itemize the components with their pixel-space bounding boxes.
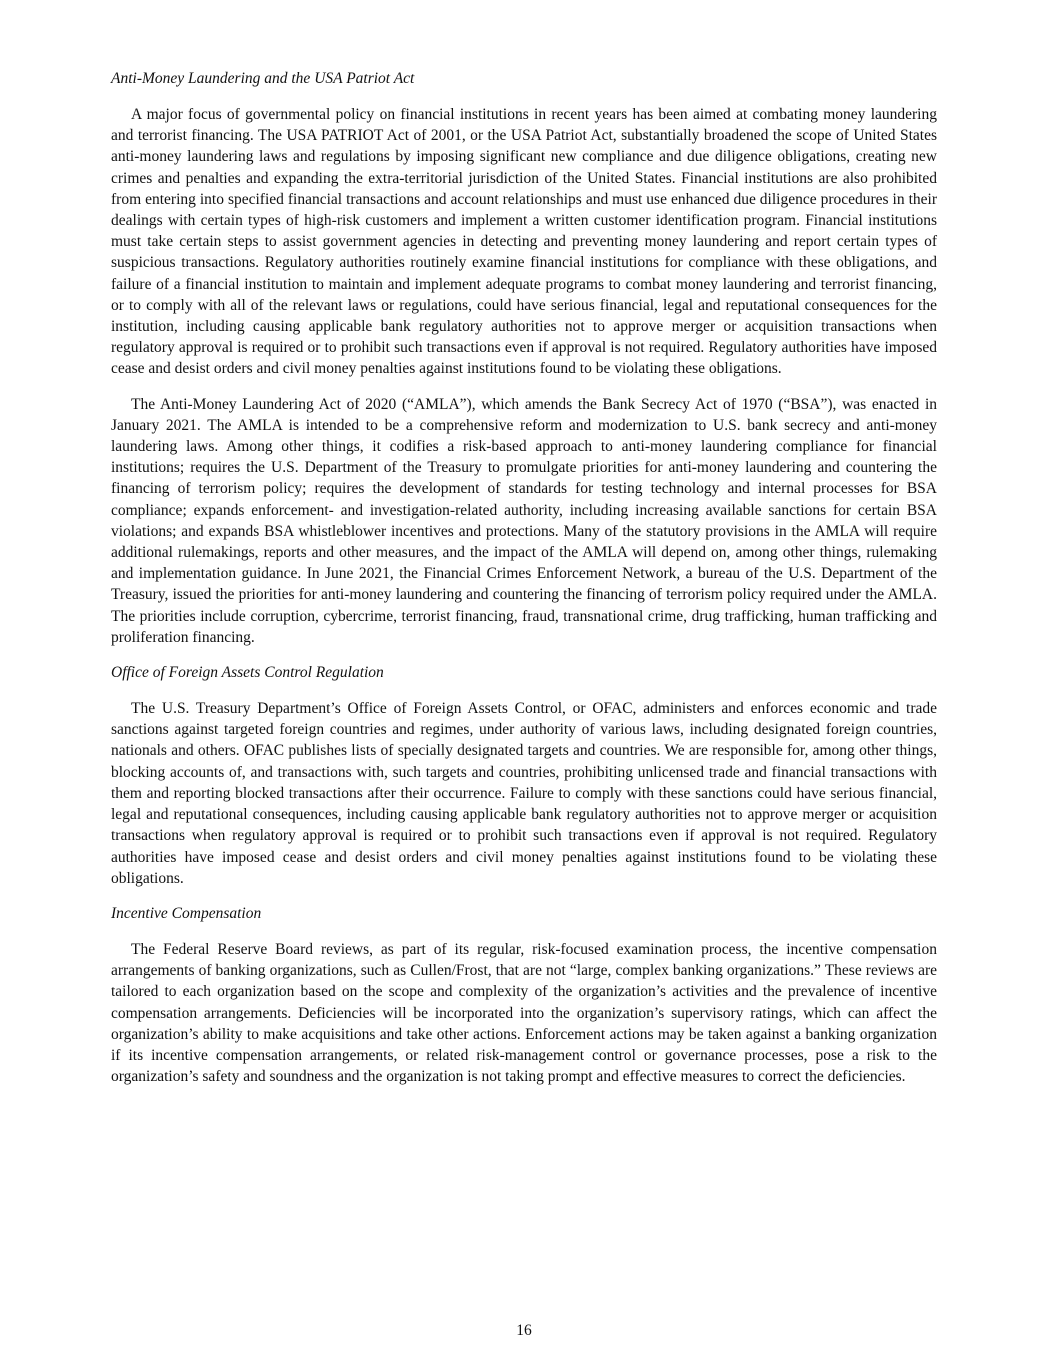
section-heading-incentive-compensation: Incentive Compensation bbox=[111, 904, 262, 922]
paragraph-incentive-compensation: The Federal Reserve Board reviews, as part of its regular, risk-focused examination process, the incentive compensation arrangements of banking organizations, such as Cullen/Frost, that are not “large, complex banking organizations.” These reviews are tailored to each organization based on the scope and complexity of the organization’s activities and the prevalence of incentive compensation arrangements. Deficiencies will be incorporated into the organization’s supervisory ratings, which can affect the organization’s ability to make acquisitions and take other actions. Enforcement actions may be taken against a banking organization if its incentive compensation arrangements, or related risk-management control or governance processes, pose a risk to the organization’s safety and soundness and the organization is not taking prompt and effective measures to correct the deficiencies. bbox=[111, 940, 937, 1086]
paragraph-amla-2020: The Anti-Money Laundering Act of 2020 (“AMLA”), which amends the Bank Secrecy Act of 1970 (“BSA”), was enacted in January 2021. The AMLA is intended to be a comprehensive reform and modernization to U.S. bank secrecy and anti-money laundering laws. Among other things, it codifies a risk-based approach to anti-money laundering compliance for financial institutions; requires the U.S. Department of the Treasury to promulgate priorities for anti-money laundering and countering the financing of terrorism policy; requires the development of standards for testing technology and internal processes for BSA compliance; expands enforcement- and investigation-related authority, including increasing available sanctions for certain BSA violations; and expands BSA whistleblower incentives and protections. Many of the statutory provisions in the AMLA will require additional rulemakings, reports and other measures, and the impact of the AMLA will depend on, among other things, rulemaking and implementation guidance. In June 2021, the Financial Crimes Enforcement Network, a bureau of the U.S. Department of the Treasury, issued the priorities for anti-money laundering and countering the financing of terrorism policy required under the AMLA. The priorities include corruption, cybercrime, terrorist financing, fraud, transnational crime, drug trafficking, human trafficking and proliferation financing. bbox=[111, 395, 937, 646]
paragraph-aml-patriot-act: A major focus of governmental policy on financial institutions in recent years has been aimed at combating money laundering and terrorist financing. The USA PATRIOT Act of 2001, or the USA Patriot Act, substantially broadened the scope of United States anti-money laundering laws and regulations by imposing significant new compliance and due diligence obligations, creating new crimes and penalties and expanding the extra-territorial jurisdiction of the United States. Financial institutions are also prohibited from entering into specified financial transactions and account relationships and must use enhanced due diligence procedures in their dealings with certain types of high-risk customers and implement a written customer identification program. Financial institutions must take certain steps to assist government agencies in detecting and preventing money laundering and report certain types of suspicious transactions. Regulatory authorities routinely examine financial institutions for compliance with these obligations, and failure of a financial institution to maintain and implement adequate programs to combat money laundering and terrorist financing, or to comply with all of the relevant laws or regulations, could have serious financial, legal and reputational consequences for the institution, including causing applicable bank regulatory authorities not to approve merger or acquisition transactions when regulatory approval is required or to prohibit such transactions even if approval is not required. Regulatory authorities have imposed cease and desist orders and civil money penalties against institutions found to be violating these obligations. bbox=[111, 106, 937, 378]
document-body bbox=[111, 68, 937, 1101]
paragraph-ofac: The U.S. Treasury Department’s Office of Foreign Assets Control, or OFAC, administers and enforces economic and trade sanctions against targeted foreign countries and regimes, under authority of various laws, including designated foreign countries, nationals and others. OFAC publishes lists of specially designated targets and countries. We are responsible for, among other things, blocking accounts of, and transactions with, such targets and countries, prohibiting unlicensed trade and financial transactions with them and reporting blocked transactions after their occurrence. Failure to comply with these sanctions could have serious financial, legal and reputational consequences, including causing applicable bank regulatory authorities not to approve merger or acquisition transactions when regulatory approval is required or to prohibit such transactions even if approval is not required. Regulatory authorities have imposed cease and desist orders and civil money penalties against institutions found to be violating these obligations. bbox=[111, 700, 937, 887]
section-heading-ofac: Office of Foreign Assets Control Regulation bbox=[111, 664, 384, 682]
section-heading-aml: Anti-Money Laundering and the USA Patriot Act bbox=[111, 70, 415, 87]
page-number: 16 bbox=[516, 1322, 532, 1339]
